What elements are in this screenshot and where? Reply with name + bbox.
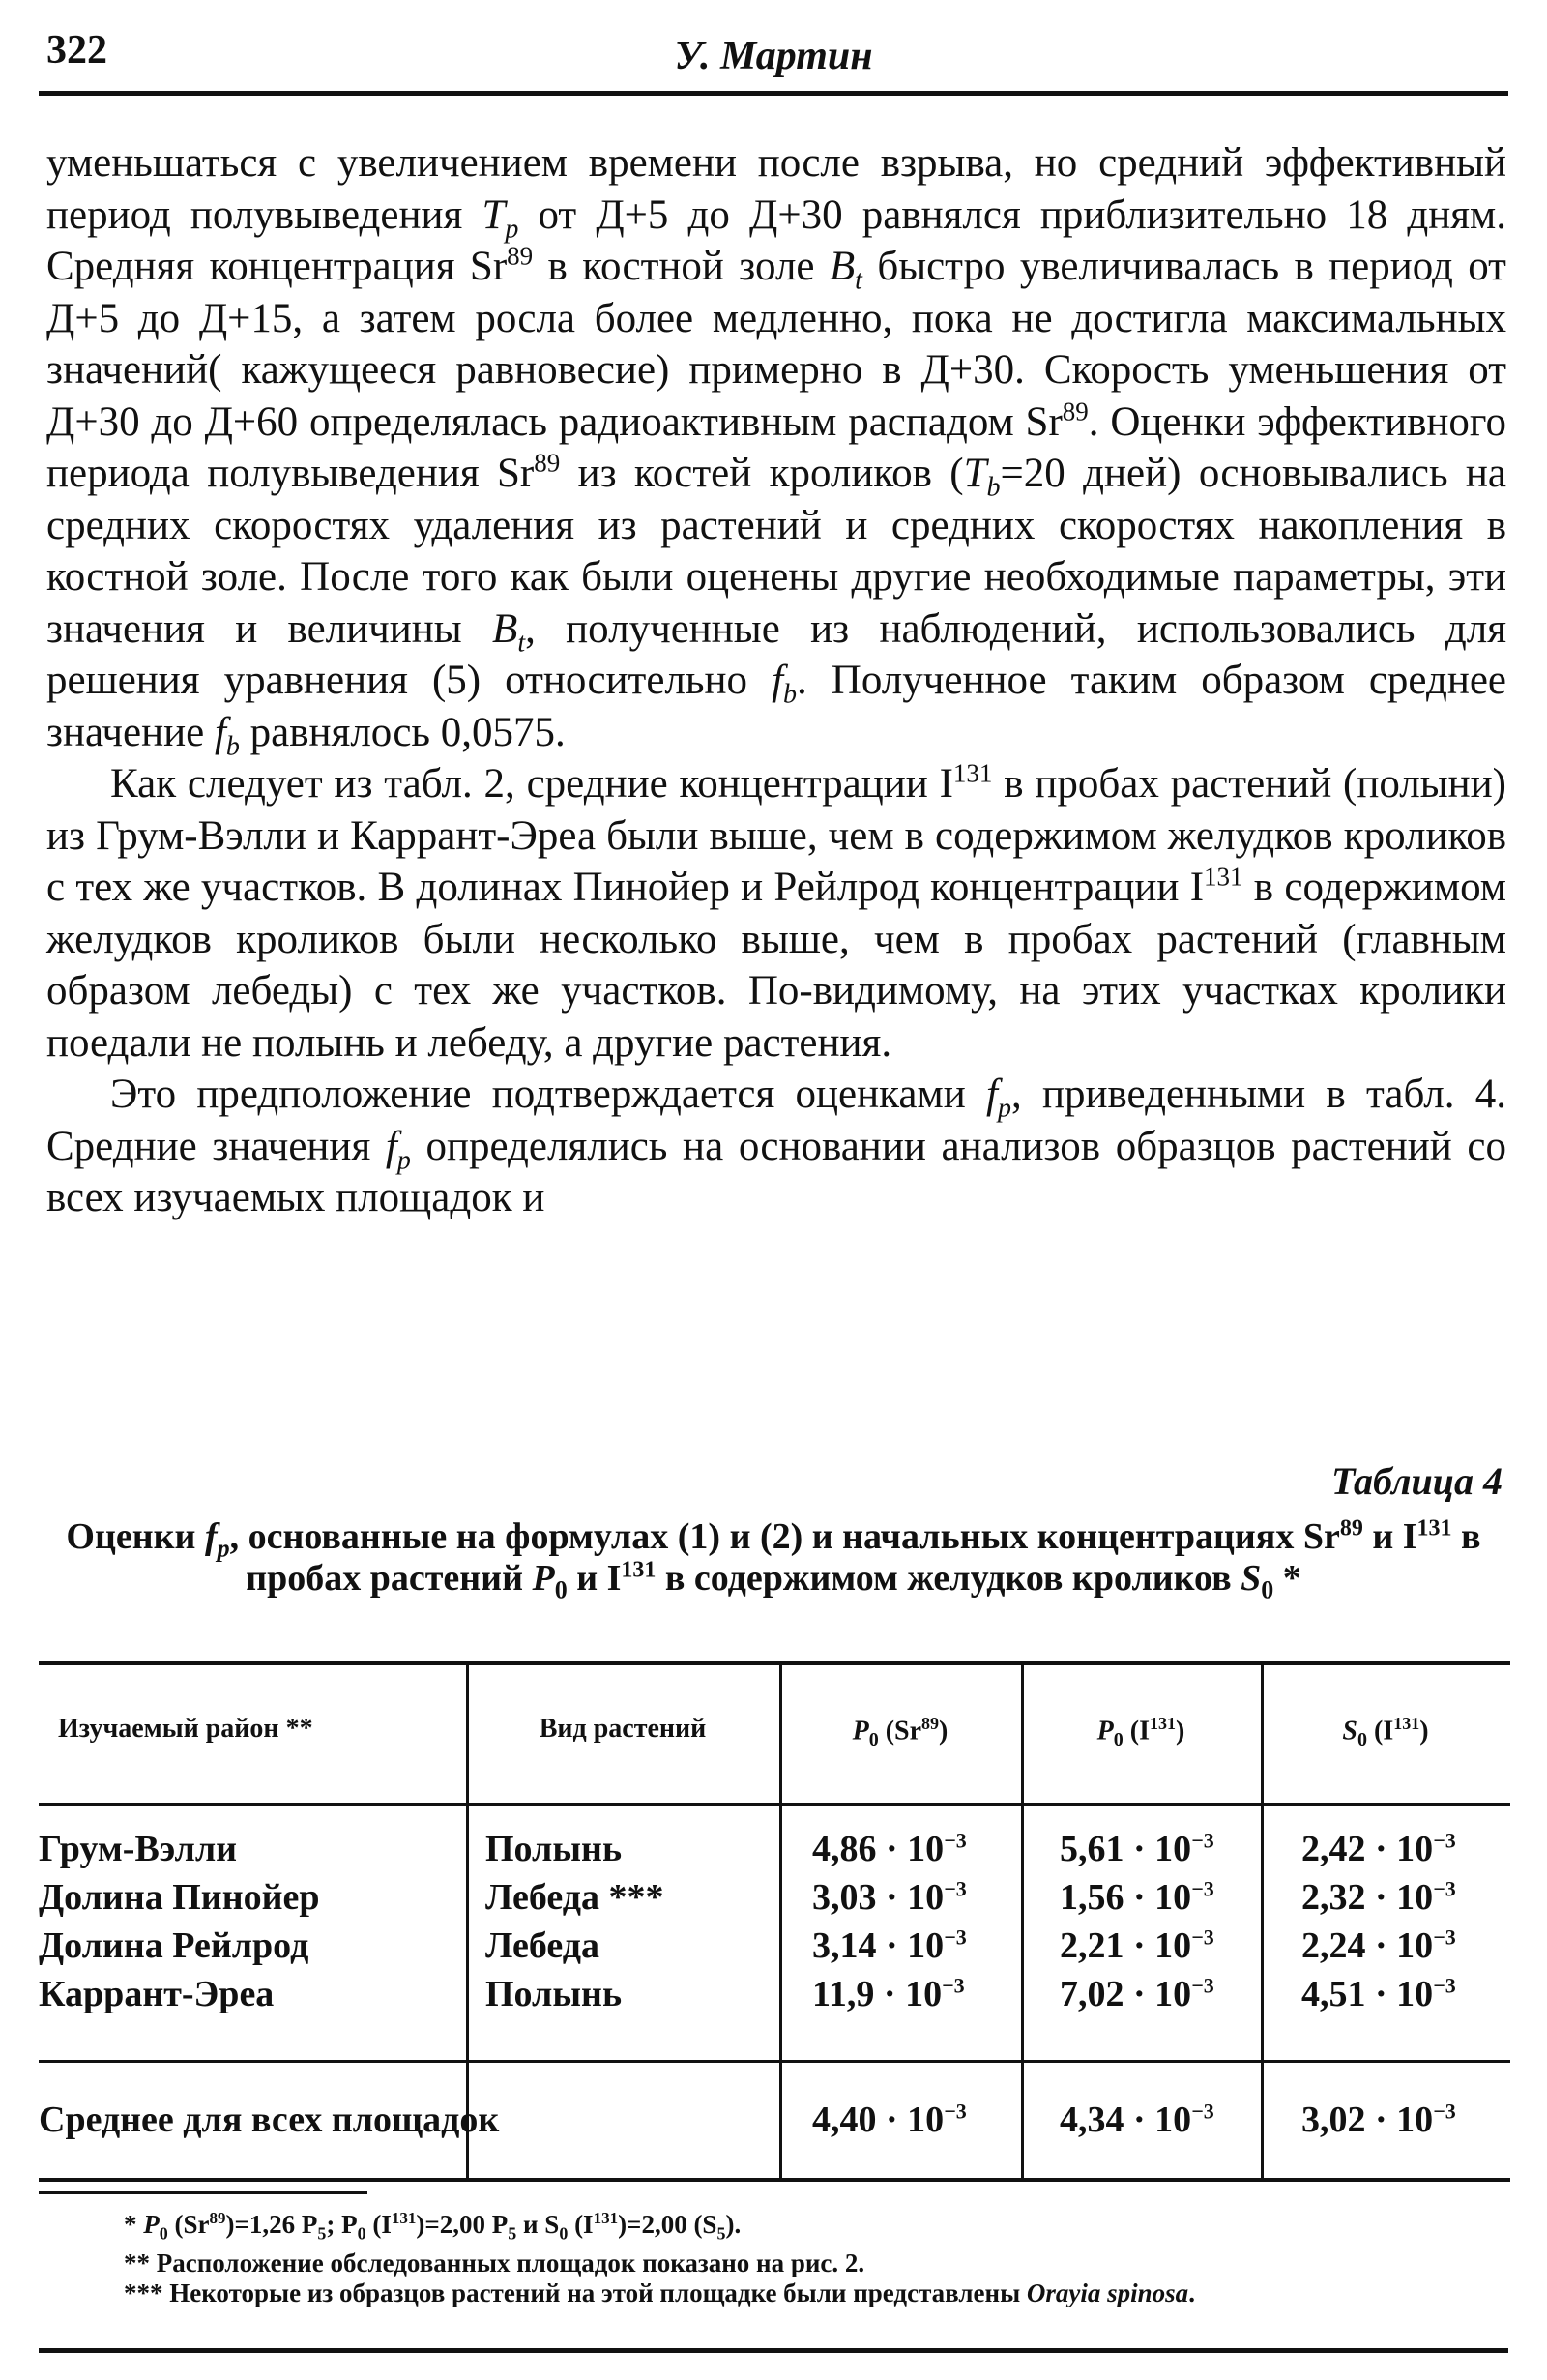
cell-region: Каррант-Эреа (39, 1974, 275, 2014)
footnote-1: * $P_0$ $(Sr^{89})=1,26$ $P_5$; $P_0$ $(I^{131})=2,00$ $P_5$ и $S_0$ $(I^{131})=2,00$ $(S_5)$. (124, 2209, 742, 2244)
paragraph-3: Это предположение подтверждается оценками $f_p$, приведенными в табл. 4. Средние значения $f_p$ определялись на основании анализов образцов растений со всех изучаемых площадок и (46, 1072, 1506, 1220)
running-header (39, 27, 1508, 95)
cell-region: Долина Рейлрод (39, 1925, 309, 1966)
cell-plant: Полынь (485, 1829, 623, 1869)
table-top-rule (39, 1661, 1510, 1665)
running-title: У. Мартин (674, 34, 873, 78)
header-s0-i131: $S_0$ $(I^{131})$ (1342, 1714, 1429, 1750)
cell-p0-sr89: $11,9 \cdot 10^{-3}$ (812, 1973, 965, 2014)
cell-p0-i131: $2,21 \cdot 10^{-3}$ (1060, 1925, 1214, 1966)
table-mean-rule (39, 2060, 1510, 2063)
paragraph-1: уменьшаться с увеличением времени после взрыва, но средний эффективный период полувыведения $T_p$ от Д+5 до Д+30 равнялся приблизительно 18 дням. Средняя концентрация Sr$^{89}$ в костной золе $B_t$ быстро увеличивалась в период от Д+5 до Д+15, а затем росла более медленно, пока не достигла максимальных значений( кажущееся равновесие) примерно в Д+30. Скорость уменьшения от Д+30 до Д+60 определялась радиоактивным распадом Sr$^{89}$. Оценки эффективного периода полувыведения Sr$^{89}$ из костей кроликов ($T_b=20$ дней) основывались на средних скоростях удаления из растений и средних скоростях накопления в костной золе. После того как были оценены другие необходимые параметры, эти значения и величины $B_t$, полученные из наблюдений, использовались для решения уравнения (5) относительно $f_b$. Полученное таким образом среднее значение $f_b$ равнялось 0,0575. (46, 140, 1507, 762)
header-p0-sr89: $P_0$ (Sr$^{89}$) (852, 1714, 949, 1750)
bottom-rule (39, 2348, 1508, 2353)
mean-p0-sr89: $4,40 \cdot 10^{-3}$ (812, 2099, 967, 2140)
header-p0-i131: $P_0$ $(I^{131})$ (1096, 1714, 1185, 1750)
table-header-rule (39, 1803, 1510, 1806)
cell-p0-i131: $1,56 \cdot 10^{-3}$ (1060, 1876, 1214, 1918)
footnote-3: *** Некоторые из образцов растений на этой площадке были представлены Orayia spinosa. (124, 2278, 1195, 2308)
cell-region: Грум-Вэлли (39, 1829, 238, 1869)
cell-p0-i131: $5,61 \cdot 10^{-3}$ (1060, 1828, 1214, 1869)
cell-p0-i131: $7,02 \cdot 10^{-3}$ (1060, 1973, 1214, 2014)
cell-p0-sr89: $3,14 \cdot 10^{-3}$ (812, 1925, 967, 1966)
header-region: Изучаемый район ** (58, 1714, 313, 1744)
header-rule (39, 91, 1508, 96)
mean-label: Среднее для всех площадок (39, 2100, 500, 2140)
table-caption: Таблица 4 (1331, 1459, 1503, 1503)
cell-s0-i131: $2,24 \cdot 10^{-3}$ (1301, 1925, 1456, 1966)
cell-s0-i131: $2,32 \cdot 10^{-3}$ (1301, 1876, 1456, 1918)
paragraph-2: Как следует из табл. 2, средние концентрации $I^{131}$ в пробах растений (полыни) из Грум-Вэлли и Каррант-Эреа были выше, чем в содержимом желудков кроликов с тех же участков. В долинах Пинойер и Рейлрод концентрации $I^{131}$ в содержимом желудков кроликов были несколько выше, чем в пробах растений (главным образом лебеды) с тех же участков. По-видимому, на этих участках кролики поедали не полынь и лебеду, а другие растения. (46, 758, 1507, 1066)
page-number: 322 (46, 28, 107, 73)
cell-p0-sr89: $4,86 \cdot 10^{-3}$ (812, 1828, 967, 1869)
cell-region: Долина Пинойер (39, 1877, 320, 1918)
body-text (46, 137, 1506, 1224)
footnote-rule (39, 2191, 367, 2194)
cell-plant: Полынь (485, 1974, 623, 2014)
cell-s0-i131: $2,42 \cdot 10^{-3}$ (1301, 1828, 1456, 1869)
mean-s0-i131: $3,02 \cdot 10^{-3}$ (1301, 2099, 1456, 2140)
cell-plant: Лебеда *** (485, 1877, 664, 1918)
cell-plant: Лебеда (485, 1925, 600, 1966)
cell-p0-sr89: $3,03 \cdot 10^{-3}$ (812, 1876, 967, 1918)
footnotes (39, 2203, 1504, 2308)
mean-p0-i131: $4,34 \cdot 10^{-3}$ (1060, 2099, 1214, 2140)
header-plant: Вид растений (539, 1714, 707, 1744)
table-bottom-rule (39, 2178, 1510, 2182)
cell-s0-i131: $4,51 \cdot 10^{-3}$ (1301, 1973, 1456, 2014)
footnote-2: ** Расположение обследованных площадок показано на рис. 2. (124, 2248, 865, 2278)
table-title: Оценки $f_p$, основанные на формулах (1) и (2) и начальных концентрациях Sr$^{89}$ и $I^{131}$ в пробах растений $P_0$ и $I^{131}$ в содержимом желудков кроликов $S_0$ * (66, 1515, 1481, 1604)
